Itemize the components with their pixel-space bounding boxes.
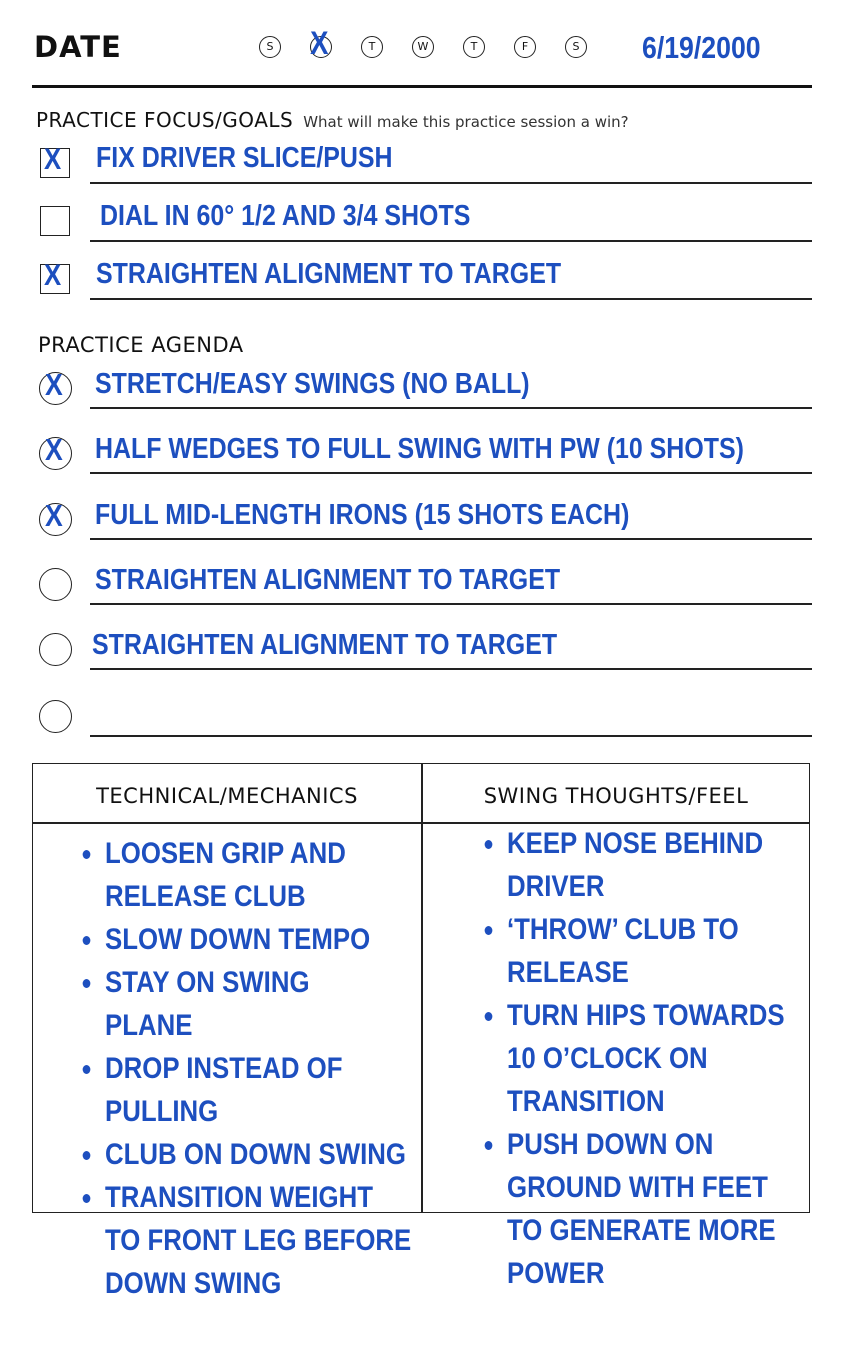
note-line: PUSH DOWN ON [507, 1128, 714, 1161]
agenda-checkbox[interactable] [39, 432, 72, 470]
note-item [105, 961, 363, 1047]
note-line: TO FRONT LEG BEFORE [105, 1224, 412, 1257]
goal-text[interactable]: FIX DRIVER SLICE/PUSH [96, 142, 393, 174]
goal-text[interactable]: DIAL IN 60° 1/2 AND 3/4 SHOTS [100, 200, 471, 232]
bullet-dot [83, 936, 91, 945]
agenda-check-mark: X [45, 367, 63, 402]
day-check-mark: X [310, 25, 329, 61]
bullet-dot [485, 840, 493, 849]
agenda-line [90, 538, 812, 540]
date-value[interactable]: 6/19/2000 [642, 30, 761, 65]
agenda-text[interactable]: STRAIGHTEN ALIGNMENT TO TARGET [95, 564, 561, 596]
day-letter: T [470, 40, 478, 53]
agenda-checkbox[interactable] [39, 568, 72, 601]
bullet-dot [83, 850, 91, 859]
note-line: DROP INSTEAD OF [105, 1052, 343, 1085]
note-line: TRANSITION WEIGHT [105, 1181, 374, 1214]
agenda-line [90, 668, 812, 670]
focus-title-text: PRACTICE FOCUS/GOALS [36, 108, 294, 132]
goal-line [90, 182, 812, 184]
bullet-dot [83, 979, 91, 988]
note-item [507, 908, 765, 994]
bullet-dot [485, 1141, 493, 1150]
bullet-dot [485, 926, 493, 935]
note-line: RELEASE [507, 956, 629, 989]
note-line: TO GENERATE MORE [507, 1214, 776, 1247]
goal-check-mark: X [44, 259, 62, 292]
day-option[interactable] [310, 25, 332, 61]
day-option[interactable] [412, 36, 434, 58]
agenda-checkbox[interactable] [39, 498, 72, 536]
day-option[interactable] [361, 36, 383, 58]
goal-checkbox[interactable] [40, 206, 70, 236]
day-option[interactable] [463, 36, 485, 58]
agenda-text[interactable]: HALF WEDGES TO FULL SWING WITH PW (10 SHOTS) [95, 433, 744, 465]
note-line: GROUND WITH FEET [507, 1171, 768, 1204]
date-label: DATE [34, 30, 122, 64]
goal-checkbox[interactable] [40, 259, 70, 294]
goal-line [90, 240, 812, 242]
day-letter: T [368, 40, 376, 53]
note-line: ‘THROW’ CLUB TO [507, 913, 739, 946]
agenda-checkbox[interactable] [39, 700, 72, 733]
note-line: DOWN SWING [105, 1267, 282, 1300]
goal-text[interactable]: STRAIGHTEN ALIGNMENT TO TARGET [96, 258, 562, 290]
note-line: KEEP NOSE BEHIND [507, 827, 764, 860]
day-letter: S [266, 40, 274, 53]
agenda-line [90, 603, 812, 605]
day-option[interactable] [565, 36, 587, 58]
note-item [507, 1123, 776, 1295]
note-line: LOOSEN GRIP AND [105, 837, 346, 870]
agenda-text[interactable]: STRETCH/EASY SWINGS (NO BALL) [95, 368, 530, 400]
technical-list [105, 832, 412, 1305]
note-line: SLOW DOWN TEMPO [105, 923, 371, 956]
note-line: RELEASE CLUB [105, 880, 306, 913]
note-item [105, 918, 371, 961]
agenda-title: PRACTICE AGENDA [38, 333, 244, 357]
note-line: TURN HIPS TOWARDS [507, 999, 785, 1032]
agenda-line [90, 472, 812, 474]
note-item [507, 994, 785, 1123]
bullet-dot [83, 1194, 91, 1203]
column-divider [421, 764, 423, 1212]
agenda-checkbox[interactable] [39, 633, 72, 666]
agenda-text[interactable]: STRAIGHTEN ALIGNMENT TO TARGET [92, 629, 558, 661]
note-item [105, 1176, 412, 1305]
focus-subtitle: What will make this practice session a win? [303, 113, 629, 131]
swing-list [507, 822, 807, 1295]
day-letter: F [521, 40, 529, 53]
note-line: 10 O’CLOCK ON [507, 1042, 708, 1075]
goal-line [90, 298, 812, 300]
note-line: DRIVER [507, 870, 605, 903]
focus-title [36, 108, 629, 132]
header-rule [32, 85, 812, 88]
bullet-dot [83, 1065, 91, 1074]
note-line: TRANSITION [507, 1085, 665, 1118]
note-item [105, 1047, 363, 1133]
agenda-line [90, 407, 812, 409]
note-item [105, 1133, 406, 1176]
note-line: PULLING [105, 1095, 219, 1128]
day-option[interactable] [514, 36, 536, 58]
goal-check-mark: X [44, 143, 62, 176]
agenda-checkbox[interactable] [39, 367, 72, 405]
note-line: POWER [507, 1257, 605, 1290]
agenda-text[interactable]: FULL MID-LENGTH IRONS (15 SHOTS EACH) [95, 499, 630, 531]
bullet-dot [83, 1151, 91, 1160]
note-item [105, 832, 363, 918]
note-line: CLUB ON DOWN SWING [105, 1138, 406, 1171]
day-letter: W [417, 40, 429, 53]
note-item [507, 822, 765, 908]
agenda-check-mark: X [45, 432, 63, 467]
note-line: STAY ON SWING [105, 966, 310, 999]
day-letter: S [572, 40, 580, 53]
technical-header: TECHNICAL/MECHANICS [96, 784, 358, 808]
note-line: PLANE [105, 1009, 193, 1042]
agenda-check-mark: X [45, 498, 63, 533]
swing-header: SWING THOUGHTS/FEEL [483, 784, 749, 808]
goal-checkbox[interactable] [40, 143, 70, 178]
notes-table [32, 763, 810, 1300]
bullet-dot [485, 1012, 493, 1021]
agenda-line [90, 735, 812, 737]
day-option[interactable] [259, 36, 281, 58]
